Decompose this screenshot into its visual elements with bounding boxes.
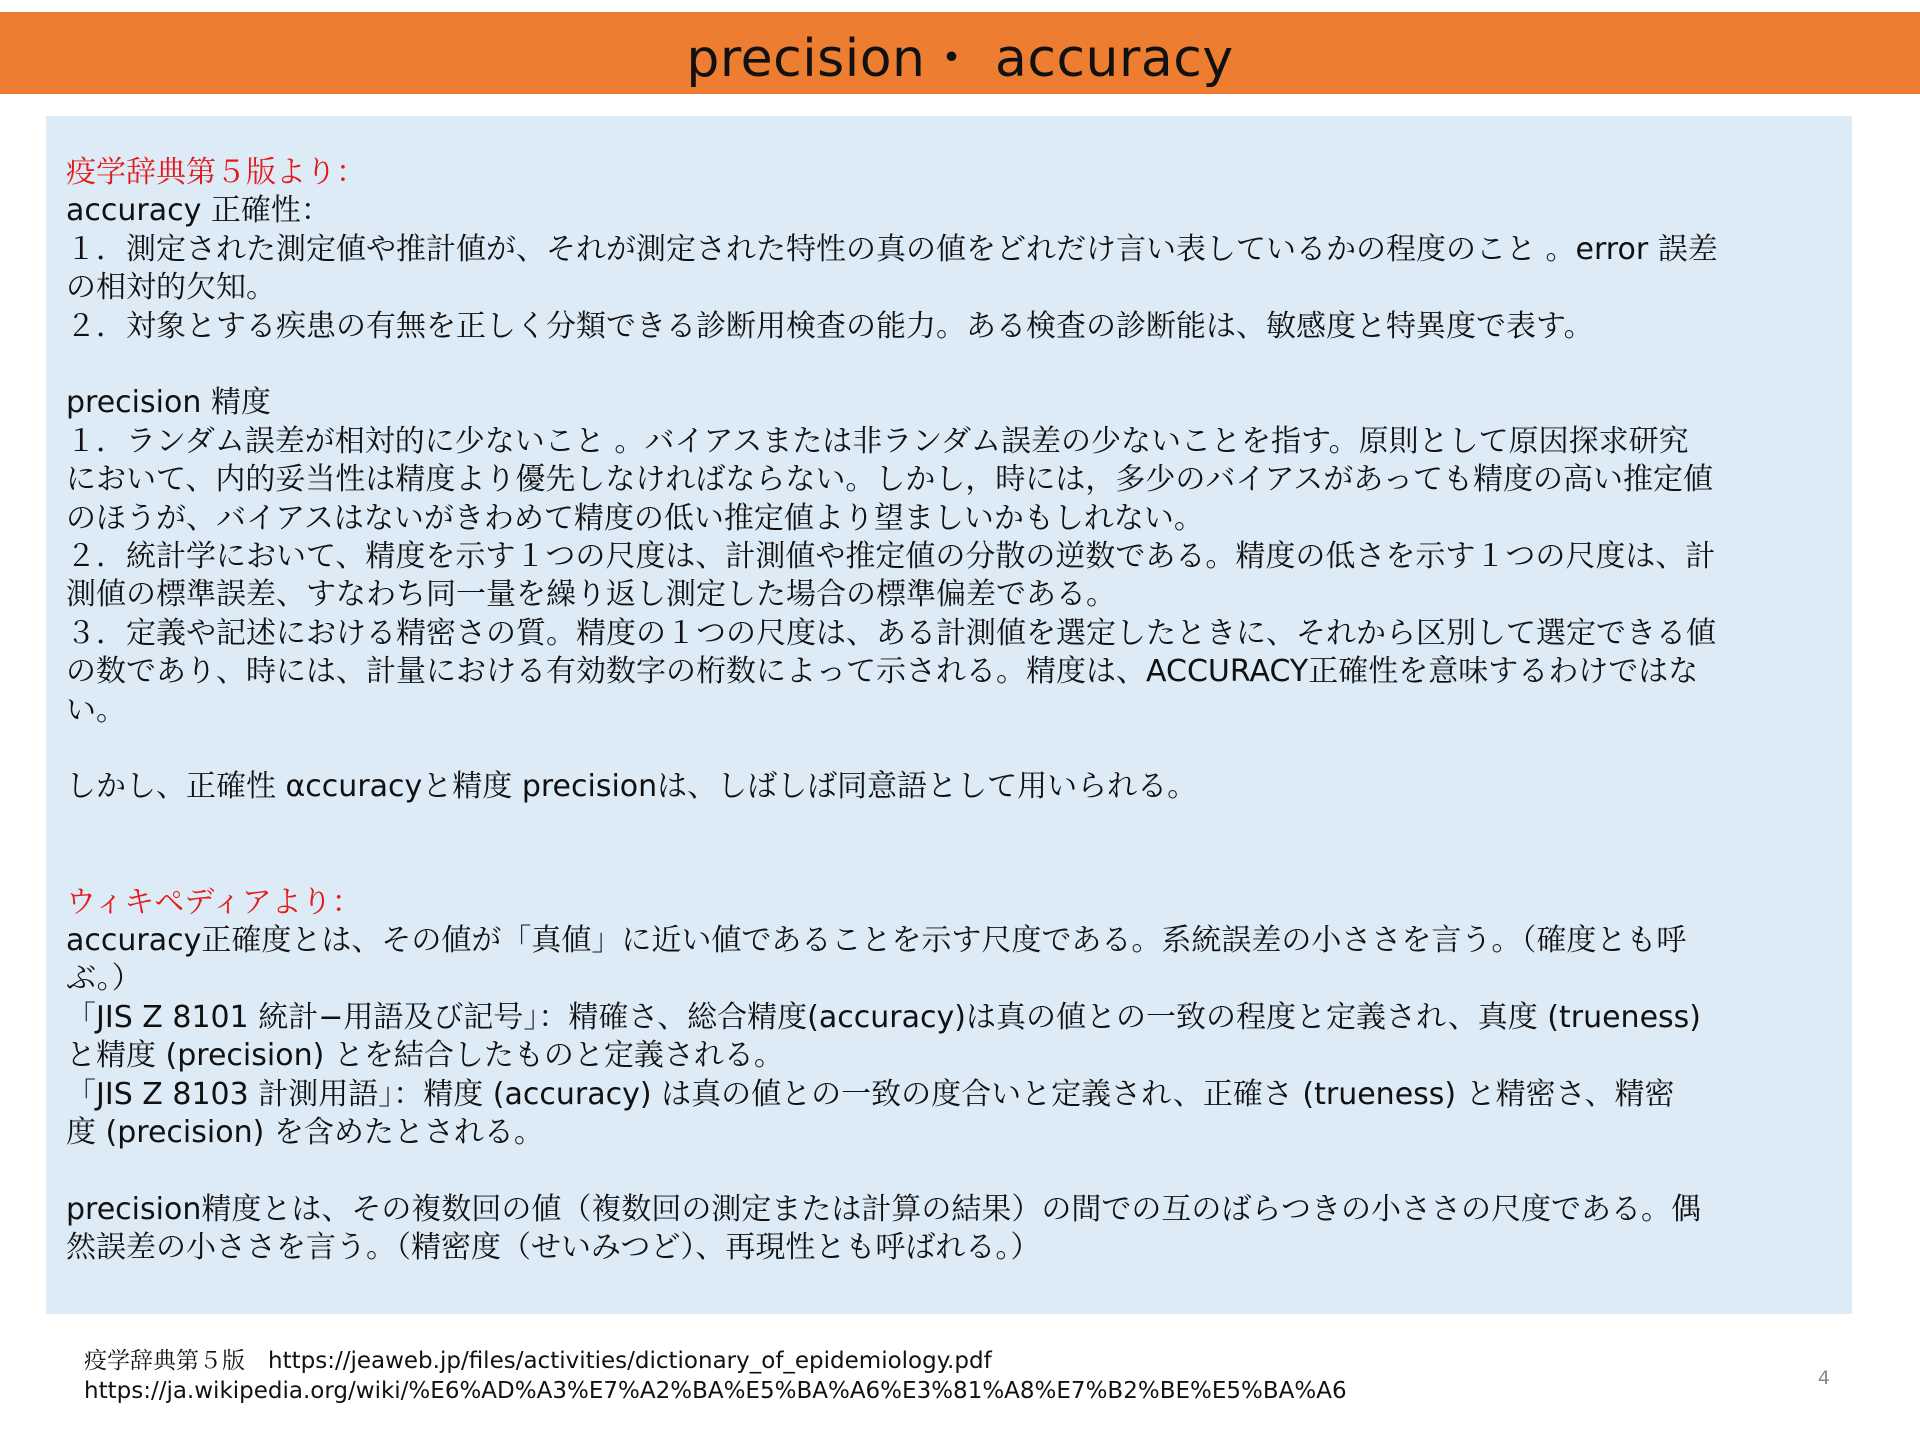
spacer xyxy=(66,346,1838,384)
section1-line: precision 精度 xyxy=(66,385,271,421)
section2-line: 「JIS Z 8101 統計−用語及び記号」：精確さ、総合精度(accuracy)は真の値との一致の程度と定義され、真度 (trueness) xyxy=(66,999,1701,1035)
section2-line: 度 (precision) を含めたとされる。 xyxy=(66,1115,544,1151)
footer-references xyxy=(84,1346,1347,1406)
spacer xyxy=(66,730,1838,768)
section2-line: ぶ。） xyxy=(66,961,142,997)
section1-line: 測値の標準誤差、すなわち同一量を繰り返し測定した場合の標準偏差である。 xyxy=(66,577,1116,613)
section1-line: １．ランダム誤差が相対的に少ないこと 。バイアスまたは非ランダム誤差の少ないことを指す。原則として原因探求研究 xyxy=(66,423,1689,459)
section1-line: において、内的妥当性は精度より優先しなければならない。しかし，時には，多少のバイアスがあっても精度の高い推定値 xyxy=(66,462,1713,498)
footer-reference-jeaweb: 疫学辞典第５版 https://jeaweb.jp/files/activities/dictionary_of_epidemiology.pdf xyxy=(84,1348,992,1374)
title-bar xyxy=(0,12,1920,94)
section1-line: のほうが、バイアスはないがきわめて精度の低い推定値より望ましいかもしれない。 xyxy=(66,500,1204,536)
section1-line: の相対的欠知。 xyxy=(66,270,276,306)
section2-line: 然誤差の小ささを言う。（精密度（せいみつど）、再現性とも呼ばれる。） xyxy=(66,1230,1041,1266)
section1-line: ３．定義や記述における精密さの質。精度の１つの尺度は、ある計測値を選定したときに、それから区別して選定できる値 xyxy=(66,615,1716,651)
page-number: 4 xyxy=(1817,1367,1830,1389)
section1-line: ２．対象とする疾患の有無を正しく分類できる診断用検査の能力。ある検査の診断能は、敏感度と特異度で表す。 xyxy=(66,308,1594,344)
section2-line: accuracy正確度とは、その値が「真値」に近い値であることを示す尺度である。系統誤差の小ささを言う。（確度とも呼 xyxy=(66,923,1687,959)
section1-line: の数であり、時には、計量における有効数字の桁数によって示される。精度は、ACCURACY正確性を意味するわけではな xyxy=(66,654,1699,690)
section1-line: い。 xyxy=(66,692,126,728)
section1-line: しかし、正確性 αccuracyと精度 precisionは、しばしば同意語として用いられる。 xyxy=(66,769,1198,805)
section1-line: accuracy 正確性： xyxy=(66,193,331,229)
section2-line: 「JIS Z 8103 計測用語」：精度 (accuracy) は真の値との一致の度合いと定義され、正確さ (trueness) と精密さ、精密 xyxy=(66,1076,1675,1112)
section1-heading: 疫学辞典第５版より： xyxy=(66,155,366,190)
spacer xyxy=(66,1153,1838,1191)
footer-reference-wikipedia: https://ja.wikipedia.org/wiki/%E6%AD%A3%E7%A2%BA%E5%BA%A6%E3%81%A8%E7%B2%BE%E5%BA%A6 xyxy=(84,1378,1347,1404)
section1-line: ２．統計学において、精度を示す１つの尺度は、計測値や推定値の分散の逆数である。精度の低さを示す１つの尺度は、計 xyxy=(66,539,1716,575)
section2-heading: ウィキペディアより： xyxy=(66,884,362,920)
section2-line: と精度 (precision) とを結合したものと定義される。 xyxy=(66,1038,784,1074)
content-box xyxy=(46,116,1852,1314)
spacer xyxy=(66,807,1838,884)
slide-title: precision・ accuracy xyxy=(686,28,1234,89)
section1-line: １．測定された測定値や推計値が、それが測定された特性の真の値をどれだけ言い表しているかの程度のこと 。error 誤差 xyxy=(66,231,1718,267)
section2-line: precision精度とは、その複数回の値（複数回の測定または計算の結果）の間での互のばらつきの小ささの尺度である。偶 xyxy=(66,1191,1702,1227)
